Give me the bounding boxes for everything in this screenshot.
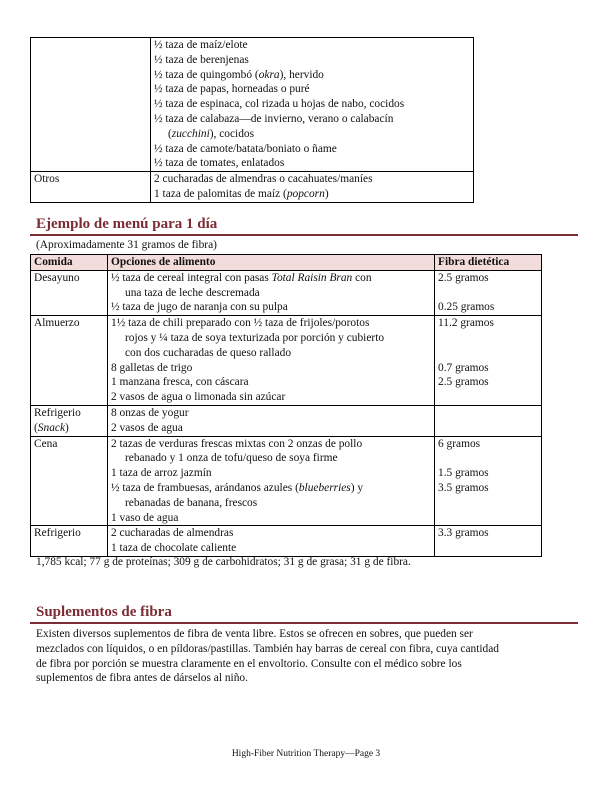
header-fiber: Fibra dietética (435, 255, 542, 271)
options-cell (108, 405, 435, 436)
food-list-table-body (31, 38, 474, 203)
fiber-value: 3.3 gramos (438, 527, 489, 540)
supplements-section-title: Suplementos de fibra (36, 604, 172, 620)
fiber-value: 6 gramos (438, 437, 481, 450)
food-item: ½ taza de camote/batata/boniato o ñame (154, 142, 337, 155)
food-item: ½ taza de papas, horneadas o puré (154, 83, 310, 96)
table-row (31, 38, 474, 172)
fiber-value: 2.5 gramos (438, 376, 489, 389)
category-cell (31, 38, 151, 172)
line-text: ( (34, 421, 38, 434)
food-option: 2 tazas de verduras frescas mixtas con 2 onzas de pollo (111, 437, 363, 450)
menu-row (31, 316, 542, 406)
line-emphasis: Snack (37, 421, 65, 434)
options-cell (108, 316, 435, 406)
food-option: 8 onzas de yogur (111, 406, 189, 419)
food-option: rebanadas de banana, frescos (125, 496, 258, 509)
food-item: 2 cucharadas de almendras o cacahuates/maníes (154, 173, 373, 186)
line-text: ), cocidos (209, 127, 255, 140)
line-text: 1 taza de palomitas de maíz ( (154, 187, 287, 200)
food-option: ½ taza de jugo de naranja con su pulpa (111, 301, 288, 314)
table-row (31, 172, 474, 203)
fiber-value (438, 541, 538, 556)
line-text: ½ taza de cereal integral con pasas (111, 271, 272, 284)
food-option: 1 taza de arroz jazmín (111, 467, 212, 480)
fiber-value: 1.5 gramos (438, 467, 489, 480)
menu-table (30, 254, 542, 557)
paragraph-line: Existen diversos suplementos de fibra de venta libre. Estos se ofrecen en sobres, que pueden ser (36, 628, 473, 640)
fiber-value: 11.2 gramos (438, 317, 494, 330)
meal-name: Desayuno (34, 271, 80, 284)
meal-cell (31, 436, 108, 526)
fiber-value (438, 331, 538, 346)
paragraph-line: suplementos de fibra antes de dárselos al niño. (36, 672, 248, 685)
fiber-value (438, 451, 538, 466)
food-option: 1 manzana fresca, con cáscara (111, 376, 249, 389)
food-item: ½ taza de espinaca, col rizada u hojas de nabo, cocidos (154, 98, 405, 111)
food-option: 2 vasos de agua (111, 421, 183, 434)
food-item: ½ taza de tomates, enlatados (154, 157, 285, 170)
line-text: ) (65, 421, 69, 434)
menu-row (31, 405, 542, 436)
header-options: Opciones de alimento (108, 255, 435, 271)
line-emphasis: zucchini (171, 127, 210, 140)
supplements-paragraph (36, 627, 556, 686)
line-text: ( (168, 127, 172, 140)
fiber-value (438, 496, 538, 511)
menu-row (31, 270, 542, 315)
line-text: ) y (350, 481, 364, 494)
fiber-value (438, 421, 538, 436)
food-option: 2 cucharadas de almendras (111, 527, 234, 540)
meal-cell (31, 405, 108, 436)
line-emphasis: okra (258, 68, 280, 81)
line-text: ) (324, 187, 329, 200)
line-emphasis: blueberries (298, 481, 351, 494)
food-option: 1 taza de chocolate caliente (111, 542, 237, 555)
food-option: 1 vaso de agua (111, 511, 179, 524)
line-text: con (352, 271, 372, 284)
fiber-value (438, 286, 538, 301)
options-cell (108, 526, 435, 557)
line-emphasis: Total Raisin Bran (271, 271, 353, 284)
fiber-value: 2.5 gramos (438, 271, 489, 284)
menu-summary: 1,785 kcal; 77 g de proteínas; 309 g de carbohidratos; 31 g de grasa; 31 g de fibra. (36, 556, 411, 568)
fiber-cell (435, 405, 542, 436)
meal-cell (31, 526, 108, 557)
category-cell: Otros (31, 172, 151, 203)
fiber-cell (435, 436, 542, 526)
line-text: ½ taza de quingombó ( (154, 68, 259, 81)
food-option: 2 vasos de agua o limonada sin azúcar (111, 391, 286, 404)
menu-subtitle: (Aproximadamente 31 gramos de fibra) (36, 239, 217, 251)
fiber-value: 0.25 gramos (438, 301, 495, 314)
food-item (154, 127, 470, 142)
fiber-value (438, 346, 538, 361)
menu-section-title: Ejemplo de menú para 1 día (36, 216, 218, 232)
meal-cell (31, 316, 108, 406)
menu-table-header-row (31, 255, 542, 271)
menu-title-rule (30, 234, 578, 236)
meal-name: Refrigerio (34, 406, 81, 419)
line-text: ½ taza de frambuesas, arándanos azules ( (111, 481, 299, 494)
paragraph-line: de fibra por porción se muestra claramente en el envoltorio. Consulte con el médico sobre los (36, 657, 462, 670)
food-option: rojos y ¼ taza de soya texturizada por porción y cubierto (125, 331, 385, 344)
fiber-value: 3.5 gramos (438, 481, 489, 494)
header-meal: Comida (31, 255, 108, 271)
food-option: con dos cucharadas de queso rallado (125, 346, 292, 359)
meal-cell (31, 270, 108, 315)
food-option (111, 481, 431, 496)
fiber-value (438, 511, 538, 526)
meal-name: Cena (34, 437, 58, 450)
food-item (154, 68, 470, 83)
food-option: 8 galletas de trigo (111, 361, 193, 374)
meal-name: Almuerzo (34, 317, 80, 330)
meal-name: Refrigerio (34, 527, 81, 540)
fiber-cell (435, 316, 542, 406)
fiber-value (438, 406, 538, 421)
food-option (111, 271, 431, 286)
paragraph-line: mezclados con líquidos, o en píldoras/pastillas. También hay barras de cereal con fibra, cuya cantidad (36, 642, 499, 655)
food-item: ½ taza de calabaza—de invierno, verano o calabacín (154, 112, 394, 125)
menu-row (31, 526, 542, 557)
food-item: ½ taza de berenjenas (154, 53, 249, 66)
fiber-value: 0.7 gramos (438, 361, 489, 374)
fiber-cell (435, 526, 542, 557)
options-cell (108, 436, 435, 526)
supplements-title-rule (30, 622, 578, 624)
food-option: 1½ taza de chili preparado con ½ taza de frijoles/porotos (111, 317, 370, 330)
meal-subname (34, 421, 104, 436)
menu-row (31, 436, 542, 526)
items-cell (151, 38, 474, 172)
food-item: ½ taza de maíz/elote (154, 39, 248, 51)
options-cell (108, 270, 435, 315)
fiber-cell (435, 270, 542, 315)
food-option: rebanado y 1 onza de tofu/queso de soya firme (125, 452, 338, 465)
menu-table-body (31, 270, 542, 556)
page-footer: High-Fiber Nutrition Therapy—Page 3 (231, 749, 381, 759)
line-text: ), hervido (279, 68, 324, 81)
food-list-table (30, 37, 474, 203)
food-item (154, 187, 470, 202)
items-cell (151, 172, 474, 203)
line-emphasis: popcorn (286, 187, 325, 200)
food-option: una taza de leche descremada (125, 286, 260, 299)
fiber-value (438, 390, 538, 405)
